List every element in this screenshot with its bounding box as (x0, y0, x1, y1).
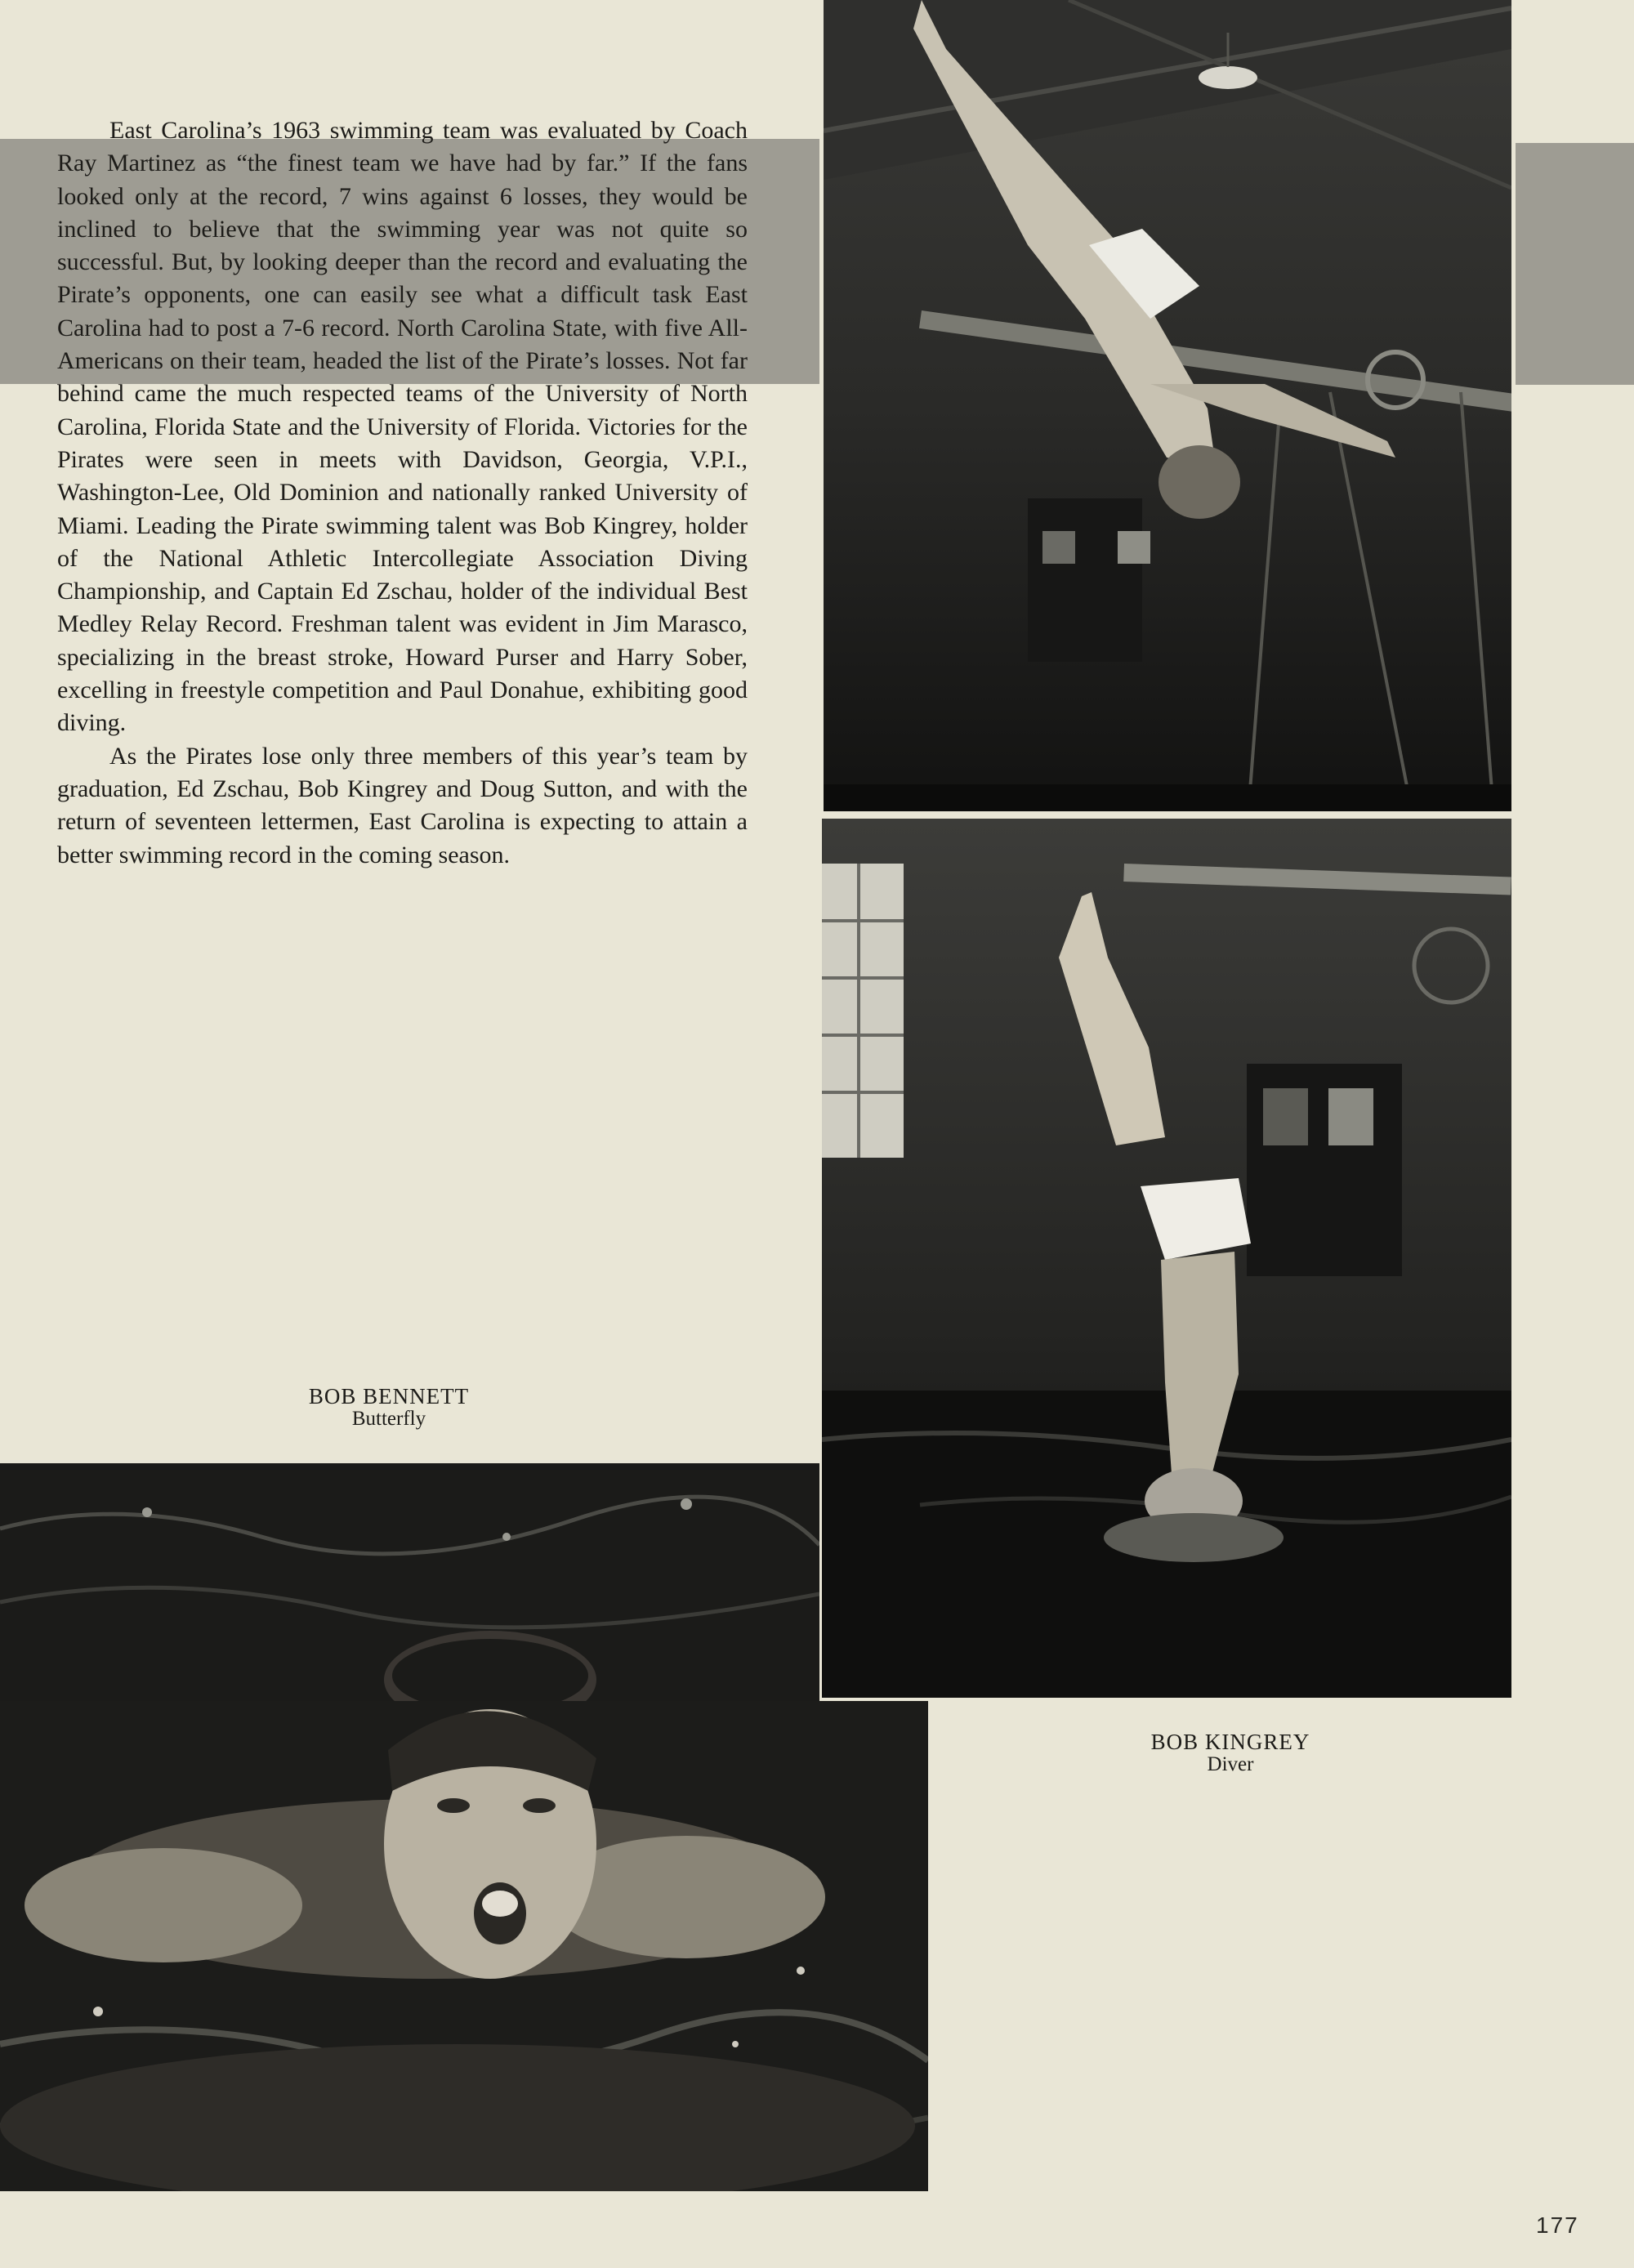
caption-role: Butterfly (351, 1408, 426, 1430)
swimmer-photo-image (0, 1701, 928, 2191)
caption-bob-bennett (266, 1384, 511, 1430)
article-paragraph-2: As the Pirates lose only three members of this year’s team by graduation, Ed Zschau, Bob Kingrey and Doug Sutton, and with the return of seventeen lettermen, East Carolina is expecting to attain a better swimming record in the coming season. (57, 742, 748, 868)
article-paragraph-1: East Carolina’s 1963 swimming team was evaluated by Coach Ray Martinez as “the finest team we have had by far.” If the fans looked only at the record, 7 wins against 6 losses, they would be inclined to believe that the swimming year was not quite so successful. But, by looking deeper than the record and evaluating the Pirate’s opponents, one can easily see what a difficult task East Carolina had to post a 7-6 record. North Carolina State, with five All-Americans on their team, headed the list of the Pirate’s losses. Not far behind came the much respected teams of the University of North Carolina, Florida State and the University of Florida. Victories for the Pirates were seen in meets with Davidson, Georgia, V.P.I., Washington-Lee, Old Dominion and nationally ranked University of Miami. Leading the Pirate swimming talent was Bob Kingrey, holder of the National Athletic Intercollegiate Association Diving Championship, and Captain Ed Zschau, holder of the individual Best Medley Relay Record. Freshman talent was evident in Jim Marasco, specializing in the breast stroke, Howard Purser and Harry Sober, excelling in freestyle competition and Paul Donahue, exhibiting good diving. (57, 117, 748, 737)
caption-role: Diver (1207, 1753, 1254, 1775)
caption-bob-kingrey (1108, 1730, 1353, 1775)
page-number: 177 (1536, 2212, 1579, 2238)
swimmer-photo-upper (0, 1463, 819, 1703)
diver-photo-top (824, 0, 1511, 811)
article-text (57, 114, 748, 872)
swimmer-photo-upper-image (0, 1463, 819, 1703)
caption-name: BOB KINGREY (1150, 1730, 1310, 1754)
caption-name: BOB BENNETT (308, 1384, 470, 1409)
diver-photo-top-image (824, 0, 1511, 811)
diver-photo-bottom (822, 819, 1511, 1698)
swimmer-photo (0, 1701, 928, 2191)
diver-photo-bottom-image (822, 819, 1511, 1698)
gray-band-right (1516, 143, 1634, 385)
